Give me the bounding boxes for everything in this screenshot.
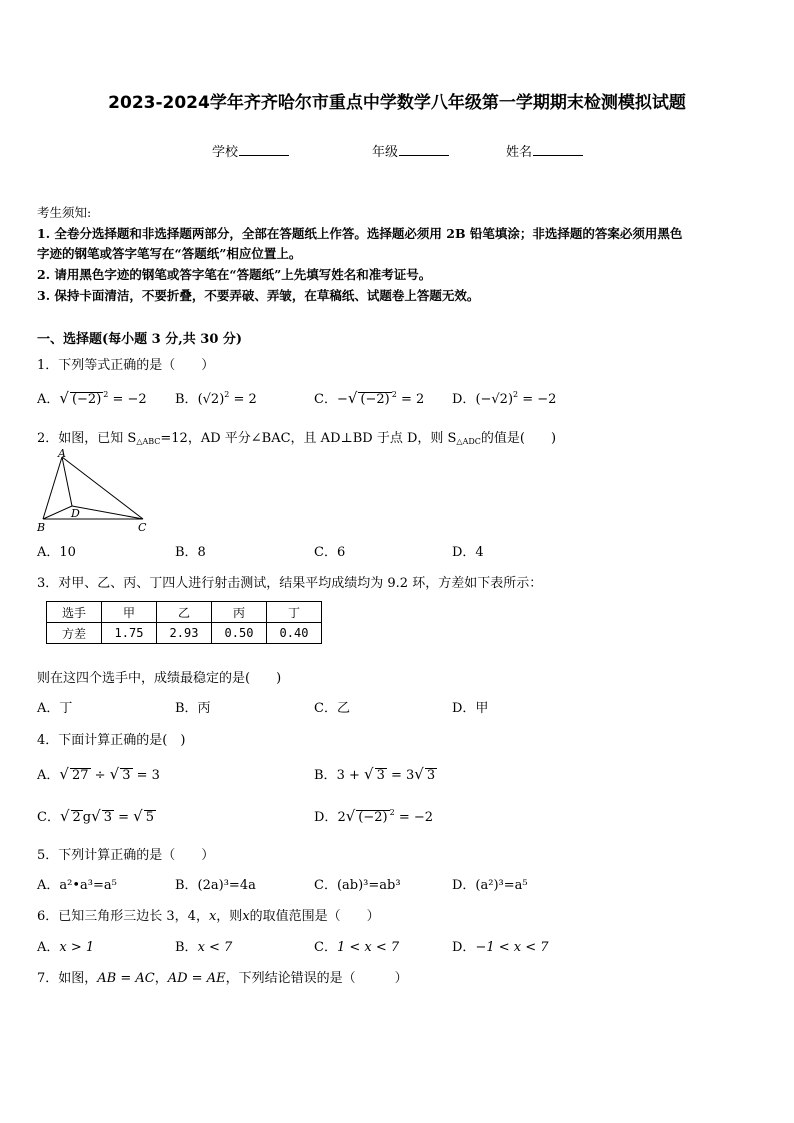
q1-option-d[interactable] [452,388,556,407]
table-row [47,602,322,623]
notice-item-1-cont: 字迹的钢笔或答字笔写在“答题纸”相应位置上。 [37,246,302,261]
sqrt-icon: √ [345,807,356,825]
q4-c-rad1: 2 [72,810,81,825]
q1-stem: 1．下列等式正确的是（ ） [37,358,215,373]
q1-d-expr: (−√2) [475,392,514,407]
q4-a-rad1: 27 [71,768,89,783]
q1-a-label: A． [37,392,60,407]
q3-option-c[interactable]: C．乙 [314,701,350,716]
q4-b-rhs: = 3 [386,768,415,783]
notice-item-2 [37,265,431,283]
q4-a-rhs: = 3 [132,768,160,783]
table-cell: 乙 [157,602,212,623]
q6-var-x: x [208,909,217,924]
q2-line-dc [72,506,143,519]
q2-label-b: B [37,521,46,534]
q1-c-exp: 2 [391,390,397,399]
table-cell: 2.93 [157,623,212,644]
q4-c-label: C． [37,810,60,825]
q6-stem-mid: ，则 [216,909,243,924]
name-blank[interactable] [533,143,583,156]
notice-item-1 [37,224,682,242]
q1-b-label: B． [175,392,198,407]
sqrt-icon: √ [59,765,69,783]
q6-option-b[interactable] [175,936,232,955]
q2-option-d[interactable]: D．4 [452,545,484,560]
school-label: 学校 [212,145,239,160]
q1-d-rhs: = −2 [522,392,557,407]
q5-option-b[interactable]: B．(2a)³=4a [175,878,256,893]
q1-a-radicand: (−2) [71,392,102,407]
q1-a-rhs: = −2 [112,392,147,407]
q3-option-a[interactable]: A．丁 [37,701,73,716]
q3-variance-table [46,601,322,644]
sqrt-icon: √ [364,765,374,783]
notice-item-3 [37,286,479,304]
q2-option-c[interactable]: C．6 [314,545,346,560]
q2-line-bd [43,506,72,519]
q7-sep: ， [154,971,168,986]
grade-label: 年级 [372,145,399,160]
q2-triangle-figure [34,448,154,538]
q1-b-exp: 2 [224,390,230,399]
notice-item-2-num: 2. [37,267,51,282]
q2-option-a[interactable]: A．10 [37,545,76,560]
sqrt-icon: √ [59,389,69,407]
q6-b-label: B． [175,940,198,955]
q6-d-expr: −1 < x < 7 [475,940,549,955]
q7-stem [37,967,408,986]
q6-option-c[interactable] [314,936,399,955]
q1-d-label: D． [452,392,476,407]
q4-c-rhs: = [113,810,134,825]
q7-stem-post: ，下列结论错误的是（ ） [225,971,408,986]
name-field [506,141,583,160]
q5-stem: 5．下列计算正确的是（ ） [37,848,215,863]
sqrt-icon: √ [59,807,70,825]
q6-a-expr: x > 1 [59,940,95,955]
q6-option-d[interactable] [452,936,549,955]
notice-item-2-text: 请用黑色字迹的钢笔或答字笔在“答题纸”上先填写姓名和准考证号。 [54,267,432,282]
q3-question: 则在这四个选手中，成绩最稳定的是( ) [37,671,282,686]
q4-option-a[interactable] [37,764,160,783]
q2-stem-pre: 2．如图，已知 S [37,431,137,446]
q4-option-d[interactable] [314,806,433,825]
q6-stem-pre: 6．已知三角形三边长 3，4， [37,909,209,924]
q6-stem [37,905,380,924]
q2-stem [37,427,556,446]
section-heading: 一、选择题(每小题 3 分,共 30 分) [37,332,243,347]
table-cell: 丙 [212,602,267,623]
q1-option-a[interactable] [37,388,147,407]
q3-stem: 3．对甲、乙、丙、丁四人进行射击测试，结果平均成绩均为 9.2 环，方差如下表所示： [37,576,543,591]
q6-stem-post: 的取值范围是（ ） [249,909,380,924]
sqrt-icon: √ [109,765,120,783]
q1-b-expr: (√2) [197,392,225,407]
q2-option-b[interactable]: B．8 [175,545,206,560]
q2-line-ad [62,457,72,506]
q4-option-c[interactable] [37,806,156,825]
q6-var-x2: x [242,909,250,924]
school-field [212,141,289,160]
notice-item-1-text: 全卷分选择题和非选择题两部分，全部在答题纸上作答。选择题必须用 2B 铅笔填涂；非选择题的答案必须用黑色 [54,226,683,241]
q5-option-a[interactable]: A．a²•a³=a⁵ [37,878,117,893]
q4-d-rhs: = −2 [394,810,434,825]
grade-field [372,141,449,160]
q4-option-b[interactable] [314,764,437,783]
table-cell: 甲 [102,602,157,623]
q6-option-a[interactable] [37,936,94,955]
q4-d-exp: 2 [389,808,395,817]
grade-blank[interactable] [399,143,449,156]
q7-expr2: AD = AE [167,971,226,986]
q4-b-rhs-rad: 3 [426,768,436,783]
q4-d-pre: 2 [337,810,346,825]
q4-c-rad2: 3 [103,810,112,825]
notice-item-1-num: 1. [37,226,51,241]
q1-option-c[interactable]: C．−√ (−2) $^2$ = 2 [314,389,425,407]
table-cell: 1.75 [102,623,157,644]
q7-stem-pre: 7．如图， [37,971,98,986]
q2-label-d: D [71,507,80,520]
sqrt-icon: √ [91,807,101,825]
q2-label-c: C [138,521,147,534]
sqrt-icon: √ [347,389,358,407]
q1-c-rhs: = 2 [400,392,425,407]
q5-option-d[interactable]: D．(a²)³=a⁵ [452,878,528,893]
table-row [47,623,322,644]
q1-c-radicand: (−2) [360,392,390,407]
q4-b-pre: 3 + [336,768,364,783]
q2-stem-mid: =12，AD 平分∠BAC，且 AD⊥BD 于点 D，则 S [160,431,457,446]
notice-item-3-num: 3. [37,288,51,303]
q6-c-label: C． [314,940,337,955]
q1-c-label: C． [314,392,337,407]
q4-a-op: ÷ [90,768,110,783]
q4-d-label: D． [314,810,338,825]
q2-label-a: A [58,448,66,460]
q4-b-label: B． [314,768,337,783]
q5-option-c[interactable]: C．(ab)³=ab³ [314,878,401,893]
q1-a-exp: 2 [103,390,109,399]
q4-a-rad2: 3 [122,768,131,783]
sqrt-icon: √ [133,807,143,825]
table-cell: 选手 [47,602,102,623]
q4-c-rhs-rad: 5 [145,810,154,825]
q4-d-rad: (−2) [358,810,388,825]
q2-stem-post: 的值是( ) [480,431,557,446]
q6-c-expr: 1 < x < 7 [336,940,400,955]
notice-item-3-text: 保持卡面清洁，不要折叠，不要弄破、弄皱，在草稿纸、试题卷上答题无效。 [54,288,480,303]
q1-option-b[interactable] [175,388,257,407]
table-cell: 方差 [47,623,102,644]
q3-option-d[interactable]: D．甲 [452,701,489,716]
table-cell: 丁 [267,602,322,623]
page-title: 2023-2024学年齐齐哈尔市重点中学数学八年级第一学期期末检测模拟试题 [108,93,686,113]
q1-d-exp: 2 [513,390,519,399]
notice-heading: 考生须知: [37,205,92,220]
q4-b-rad: 3 [376,768,385,783]
q7-expr1: AB = AC [97,971,155,986]
sqrt-icon: √ [414,765,424,783]
table-cell: 0.40 [267,623,322,644]
q4-a-label: A． [37,768,60,783]
q6-d-label: D． [452,940,476,955]
q2-sub1: △ABC [136,437,161,446]
school-blank[interactable] [239,143,289,156]
q6-b-expr: x < 7 [197,940,233,955]
table-cell: 0.50 [212,623,267,644]
q2-sub2: △ADC [456,437,481,446]
q3-option-b[interactable]: B．丙 [175,701,211,716]
q6-a-label: A． [37,940,60,955]
q1-b-rhs: = 2 [233,392,257,407]
q4-stem: 4．下面计算正确的是( ) [37,733,186,748]
q2-line-ab [43,457,62,519]
name-label: 姓名 [506,145,533,160]
q4-c-mid: g [82,810,92,825]
